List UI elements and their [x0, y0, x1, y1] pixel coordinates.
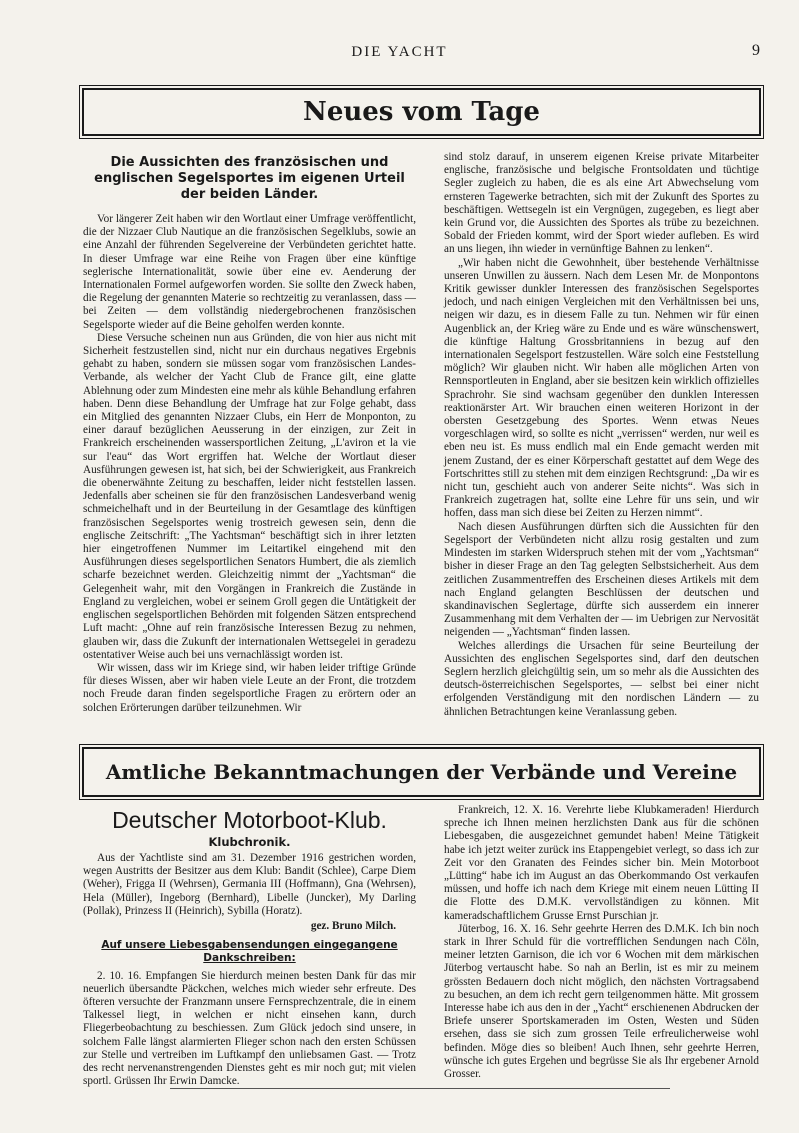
bottom-rule	[170, 1088, 670, 1089]
letter: Frankreich, 12. X. 16. Verehrte liebe Klubkameraden! Hierdurch spreche ich Ihnen meinen herzlichsten Dank aus für die schönen Liebesgaben, die ausgezeichnet gemundet haben! Meine Tätigkeit habe ich jetzt weiter zurück ins Etappengebiet verlegt, so dass ich zur Zeit vor den Granaten des Feindes sicher bin. Mein Motorboot „Lütting“ habe ich im August an das Oberkommando Ost verkaufen müssen, und hoffe ich nach dem Kriege mit einem neuen Lütting II die Flotte des D.M.K. vervollständigen zu können. Mit kameradschaftlichem Grusse Ernst Purschian jr.	[444, 804, 759, 922]
club-name: Deutscher Motorboot-Klub.	[112, 807, 387, 833]
letter: 2. 10. 16. Empfangen Sie hierdurch meinen besten Dank für das mir neuerlich übersandte Päckchen, welches mich wieder sehr erfreute. Des öfteren versuchte der Franzmann unsere Fernsprechzentrale, die in einem Talkessel liegt, in welchen er nicht einsehen kann, durch Fliegerbeobachtung zu beschiessen. Zum Glück jedoch sind unsere, in solchem Falle längst alarmierten Flieger schon nach den ersten Schüssen zur Stelle und vertreiben im Luftkampf den unliebsamen Gast. — Trotz des recht nervenanstrengenden Dienstes geht es mir noch gut; mit vielen sportl. Grüssen Ihr Erwin Damcke.	[83, 969, 416, 1088]
article-left-column	[83, 151, 416, 715]
article-paragraph: Wir wissen, dass wir im Kriege sind, wir haben leider triftige Gründe für dieses Wissen, aber wir haben viele Leute an der Front, die trotzdem noch Freude daran finden segelsportliche Fragen zu erörtern oder an solchen Erörterungen darüber teilzunehmen. Wir	[83, 661, 416, 714]
article-paragraph: Vor längerer Zeit haben wir den Wortlaut einer Umfrage veröffentlicht, die der Nizzaer Club Nautique an die französischen Segelklubs, sowie an eine Anzahl der führenden Segelvereine der Verbündeten gerichtet hatte. In dieser Umfrage war eine Reihe von Fragen über eine künftige seglerische Internationalität, sowie über eine ev. Aenderung der Internationalen Formel aufgeworfen worden. Sie sollte den Zweck haben, die Regelung der genannten Materie so rechtzeitig zu veranlassen, dass — bei Zeiten — dem vollständig niedergebrochenen französischen Segelsporte wieder auf die Beine geholfen werden konnte.	[83, 213, 416, 331]
article-paragraph: sind stolz darauf, in unserem eigenen Kreise private Mitarbeiter englische, französische und belgische Frontsoldaten und tüchtige Segler zugleich zu haben, die es als eine Art Abwechselung vom ernsteren Tagewerke betrachten, sich mit der Zukunft des Sportes zu beschäftigen. Wettsegeln ist ein Vergnügen, zugegeben, es liegt aber kein Grund vor, die Aussichten des Sportes als trübe zu bezeichnen. Sobald der Frieden kommt, wird der Sport wieder aufleben. Es wird an uns liegen, ihn wieder in vernünftige Bahnen zu lenken“.	[444, 151, 759, 256]
letters-heading: Auf unsere Liebesgabensendungen eingegangene Dankschreiben:	[101, 939, 398, 965]
article-paragraph: „Wir haben nicht die Gewohnheit, über bestehende Verhältnisse unseren Unwillen zu äussern. Nach dem Lesen Mr. de Monpontons Kritik gewisser dunkler Interessen des französischen Segelsportes jedoch, und nach einigen Vergleichen mit den Verhältnissen bei uns, neigen wir dazu, es in diesem Falle zu tun. Nehmen wir für einen Augenblick an, der Krieg wäre zu Ende und es wäre wünschenswert, die künftige Haltung Grossbritanniens in bezug auf den internationalen Segelsport festzustellen. Wäre solch eine Feststellung möglich? Wir glauben nicht. Wir haben alle möglichen Arten von Rennsportleuten in England, aber sie besitzen kein wirklich offizielles Sprachrohr. Sie sind wachsam gegenüber den dunklen Interessen reaktionärster Art. Wir brauchen einen weiteren Horizont in der obersten Gesetzgebung des Sportes. Wenn etwas Neues vorgeschlagen wird, so sollte es nicht „verrissen“ werden, nur weil es eben neu ist. Es muss endlich mal ein Ende gemacht werden mit jenem Zustand, der es einer Körperschaft gestattet auf dem Wege des Fortschrittes still zu stehen mit dem einzigen Rechtsgrund: „Da wir es nicht tun, geschieht auch von anderer Seite nichts“. Was sich in Frankreich zugetragen hat, sollte eine Lehre für uns sein, und wir hoffen, dass man sich diese bei Zeiten zu Herzen nimmt“.	[444, 256, 759, 520]
page-number: 9	[752, 42, 760, 59]
article-headline: Die Aussichten des französischen und englischen Segelsportes im eigenen Urteil der beiden Länder.	[94, 155, 405, 202]
club-chronicle: Aus der Yachtliste sind am 31. Dezember 1916 gestrichen worden, wegen Austritts der Besitzer aus dem Klub: Bandit (Schlee), Carpe Diem (Weher), Frigga II (Wehrsen), Germania III (Hoffmann), Gna (Wehrsen), Hela (Müller), Ingeborg (Bernhard), Libelle (Juncker), My Darling (Pollak), Prinzess II (Heinrich), Sybilla (Horatz).	[83, 852, 416, 917]
section-title-announcements: Amtliche Bekanntmachungen der Verbände und Vereine	[82, 747, 761, 797]
article-paragraph: Welches allerdings die Ursachen für seine Beurteilung der Aussichten des englischen Segelsportes sind, darf den deutschen Seglern herzlich gleichgültig sein, um so mehr als die Aussichten des deutsch-österreichischen Segelsportes, — selbst bei einer nicht erfolgenden Verständigung mit den nordischen Ländern — zu ähnlichen Betrachtungen keine Veranlassung geben.	[444, 639, 759, 718]
article-right-column	[444, 151, 759, 719]
club-subtitle: Klubchronik.	[208, 835, 291, 849]
running-title: DIE YACHT	[351, 44, 448, 60]
article-paragraph: Diese Versuche scheinen nun aus Gründen, die von hier aus nicht mit Sicherheit festzustellen sind, nicht nur ein durchaus negatives Ergebnis gehabt zu haben, sondern sie müssen sogar vom französischen Landes-Verbande, als welcher der Yacht Club de France gilt, eine glatte Ablehnung oder zum Mindesten eine mehr als kühle Behandlung erfahren haben. Denn diese Behandlung der Umfrage hat zur Folge gehabt, dass ein Mitglied des genannten Nizzaer Clubs, ein Herr de Monponton, zu einer darauf bezüglichen Aeusserung in der einzigen, zur Zeit in Frankreich erscheinenden wassersportlichen Zeitung, „L'aviron et la vie sur l'eau“ das Wort ergriffen hat. Welche der Wortlaut dieser Ausführungen gewesen ist, hat sich, bei der Schwierigkeit, aus Frankreich die obenerwähnte Zeitung zu beschaffen, leider nicht feststellen lassen. Jedenfalls aber scheinen sie für den französischen Landesverband wenig schmeichelhaft und in der Beurteilung in der Gesamtlage des künftigen französischen Segelsportes wenig trostreich gewesen sein, denn die englische Zeitschrift: „The Yachtsman“ beschäftigt sich in ihrer letzten hier eingetroffenen Nummer im Leitartikel eingehend mit den Ausführungen dieses segelsportlichen Senators Humbert, die als ziemlich scharfe bezeichnet werden. Gleichzeitig nimmt der „Yachtsman“ die Gelegenheit wahr, mit den Vorgängen in Frankreich die Zustände in England zu vergleichen, wobei er seinem Groll gegen die Untätigkeit der englischen segelsportlichen Behörden mit folgenden Sätzen entsprechend Luft macht: „Ohne auf rein französische Interessen Bezug zu nehmen, glauben wir, dass die Zukunft der internationalen Wettsegelei in geradezu ostentativer Weise auch bei uns vernachlässigt worden ist.	[83, 331, 416, 661]
letter: Jüterbog, 16. X. 16. Sehr geehrte Herren des D.M.K. Ich bin noch stark in Ihrer Schuld für die vortrefflichen Sendungen nach Cöln, meiner letzten Garnison, die ich vor 6 Wochen mit dem märkischen Jüterbog vertauscht habe. So nah an Berlin, ist es mir zu meinem grössten Bedauern doch nicht möglich, den nächsten Vortragsabend zu besuchen, an dem ich recht gern teilgenommen hätte. Mit grossem Interesse habe ich aus den in der „Yacht“ erschienenen Abdrucken der Briefe unserer Sportskameraden im Osten, Westen und Süden ersehen, dass sie sich zum grossen Teile erfreulicherweise wohl befinden. Möge dies so bleiben! Auch Ihnen, sehr geehrte Herren, wünsche ich gutes Ergehen und begrüsse Sie als Ihr ergebener Arnold Grosser.	[444, 922, 759, 1081]
club-left-column	[83, 804, 416, 1088]
section-title-news: Neues vom Tage	[82, 88, 761, 136]
article-paragraph: Nach diesen Ausführungen dürften sich die Aussichten für den Segelsport der Verbündeten nicht allzu rosig gestalten und zum Mindesten im starken Widerspruch stehen mit der vom „Yachtsman“ bisher in dieser Frage an den Tag gelegten Selbstsicherheit. Aus dem zeitlichen Zusammentreffen des Erscheinen dieses Artikels mit dem nach England gelangten Beschlüssen der deutschen und skandinavischen Seglertage, dürfte sich ausserdem ein innerer Zusammenhang mit dem Verhalten der — im Uebrigen zur Nervosität neigenden — „Yachtsman“ finden lassen.	[444, 520, 759, 639]
club-signature: gez. Bruno Milch.	[310, 920, 396, 933]
club-right-column	[444, 804, 759, 1081]
